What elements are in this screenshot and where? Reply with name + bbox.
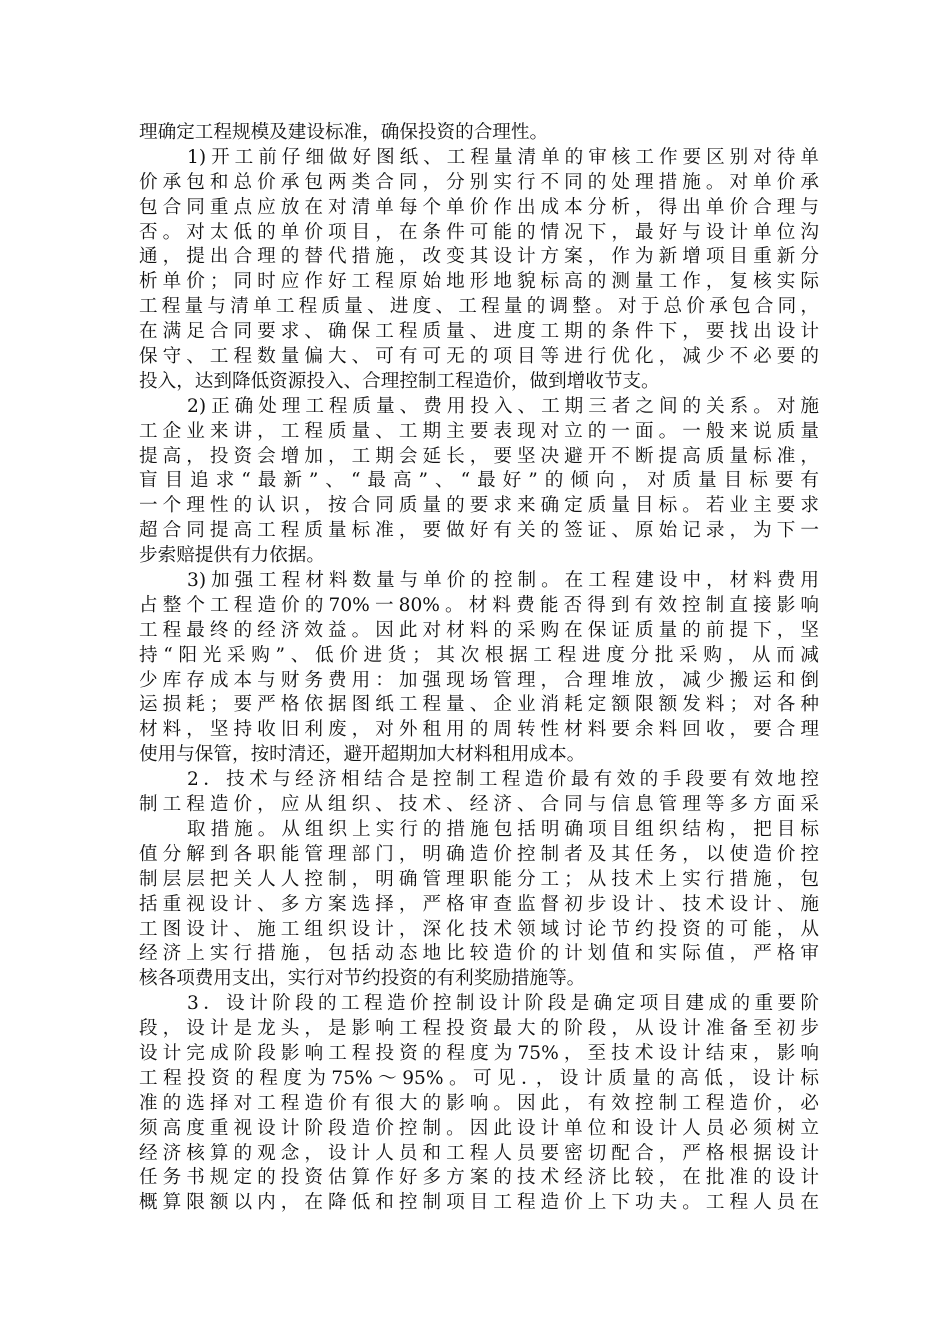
text-line: 3．设计阶段的工程造价控制设计阶段是确定项目建成的重要阶 <box>187 993 819 1015</box>
text-line: 制工程造价，应从组织、技术、经济、合同与信息管理等多方面采 <box>139 794 819 816</box>
text-line: 概算限额以内，在降低和控制项目工程造价上下功夫。工程人员在 <box>139 1192 819 1214</box>
text-line: 3)加强工程材料数量与单价的控制。在工程建设中，材料费用 <box>187 570 819 592</box>
text-line: 运损耗；要严格依据图纸工程量、企业消耗定额限额发料；对各种 <box>139 694 819 716</box>
text-line: 准的选择对工程造价有很大的影响。因此，有效控制工程造价，必 <box>139 1092 819 1114</box>
text-line: 核各项费用支出，实行对节约投资的有利奖励措施等。 <box>139 968 586 990</box>
text-line: 经济上实行措施，包括动态地比较造价的计划值和实际值，严格审 <box>139 943 819 965</box>
text-line: 经济核算的观念，设计人员和工程人员要密切配合，严格根据设计 <box>139 1142 819 1164</box>
text-line: 段，设计是龙头，是影响工程投资最大的阶段，从设计准备至初步 <box>139 1018 819 1040</box>
text-line: 包合同重点应放在对清单每个单价作出成本分析，得出单价合理与 <box>139 196 819 218</box>
text-line: 须高度重视设计阶段造价控制。因此设计单位和设计人员必须树立 <box>139 1117 819 1139</box>
text-line: 工企业来讲，工程质量、工期主要表现对立的一面。一般来说质量 <box>139 420 819 442</box>
text-line: 2)正确处理工程质量、费用投入、工期三者之间的关系。对施 <box>187 395 819 417</box>
text-line: 材料，坚持收旧利废，对外租用的周转性材料要余料回收，要合理 <box>139 719 819 741</box>
text-line: 制层层把关人人控制，明确管理职能分工；从技术上实行措施，包 <box>139 868 819 890</box>
text-line: 析单价；同时应作好工程原始地形地貌标高的测量工作，复核实际 <box>139 271 819 293</box>
text-line: 任务书规定的投资估算作好多方案的技术经济比较，在批准的设计 <box>139 1167 819 1189</box>
text-line: 使用与保管，按时清还，避开超期加大材料租用成本。 <box>139 744 586 766</box>
text-line: 理确定工程规模及建设标准，确保投资的合理性。 <box>139 122 549 143</box>
text-line: 工程投资的程度为75%～95%。可见．，设计质量的高低，设计标 <box>139 1067 819 1089</box>
text-line: 2．技术与经济相结合是控制工程造价最有效的手段要有效地控 <box>187 769 819 791</box>
text-line: 工程最终的经济效益。因此对材料的采购在保证质量的前提下，坚 <box>139 619 819 641</box>
text-line: 工程量与清单工程质量、进度、工程量的调整。对于总价承包合同， <box>139 296 819 318</box>
text-line: 保守、工程数量偏大、可有可无的项目等进行优化，减少不必要的 <box>139 346 819 368</box>
text-line: 括重视设计、多方案选择，严格审查监督初步设计、技术设计、施 <box>139 893 819 915</box>
text-line: 值分解到各职能管理部门，明确造价控制者及其任务，以使造价控 <box>139 843 819 865</box>
text-line: 取措施。从组织上实行的措施包括明确项目组织结构，把目标 <box>187 818 819 840</box>
text-line: 在满足合同要求、确保工程质量、进度工期的条件下，要找出设计 <box>139 321 819 343</box>
text-line: 步索赔提供有力依据。 <box>139 545 325 567</box>
text-line: 否。对太低的单价项目，在条件可能的情况下，最好与设计单位沟 <box>139 221 819 243</box>
text-line: 提高，投资会增加，工期会延长，要坚决避开不断提高质量标准， <box>139 445 819 467</box>
text-line: 通，提出合理的替代措施，改变其设计方案，作为新增项目重新分 <box>139 246 819 268</box>
text-line: 少库存成本与财务费用：加强现场管理，合理堆放，减少搬运和倒 <box>139 669 819 691</box>
text-line: 工图设计、施工组织设计，深化技术领域讨论节约投资的可能，从 <box>139 918 819 940</box>
text-line: 设计完成阶段影响工程投资的程度为75%，至技术设计结束，影响 <box>139 1042 819 1064</box>
body-text <box>139 121 819 1216</box>
text-line: 投入，达到降低资源投入、合理控制工程造价，做到增收节支。 <box>139 370 660 392</box>
text-line: 占整个工程造价的70%一80%。材料费能否得到有效控制直接影响 <box>139 594 819 616</box>
text-line: 持“阳光采购”、低价进货；其次根据工程进度分批采购，从而减 <box>139 644 819 666</box>
text-line: 盲目追求“最新”、“最高”、“最好”的倾向，对质量目标要有 <box>139 470 819 492</box>
text-line: 一个理性的认识，按合同质量的要求来确定质量目标。若业主要求 <box>139 495 819 517</box>
text-line: 超合同提高工程质量标准，要做好有关的签证、原始记录，为下一 <box>139 520 819 542</box>
text-line: 价承包和总价承包两类合同，分别实行不同的处理措施。对单价承 <box>139 171 819 193</box>
text-line: 1)开工前仔细做好图纸、工程量清单的审核工作要区别对待单 <box>187 146 819 168</box>
